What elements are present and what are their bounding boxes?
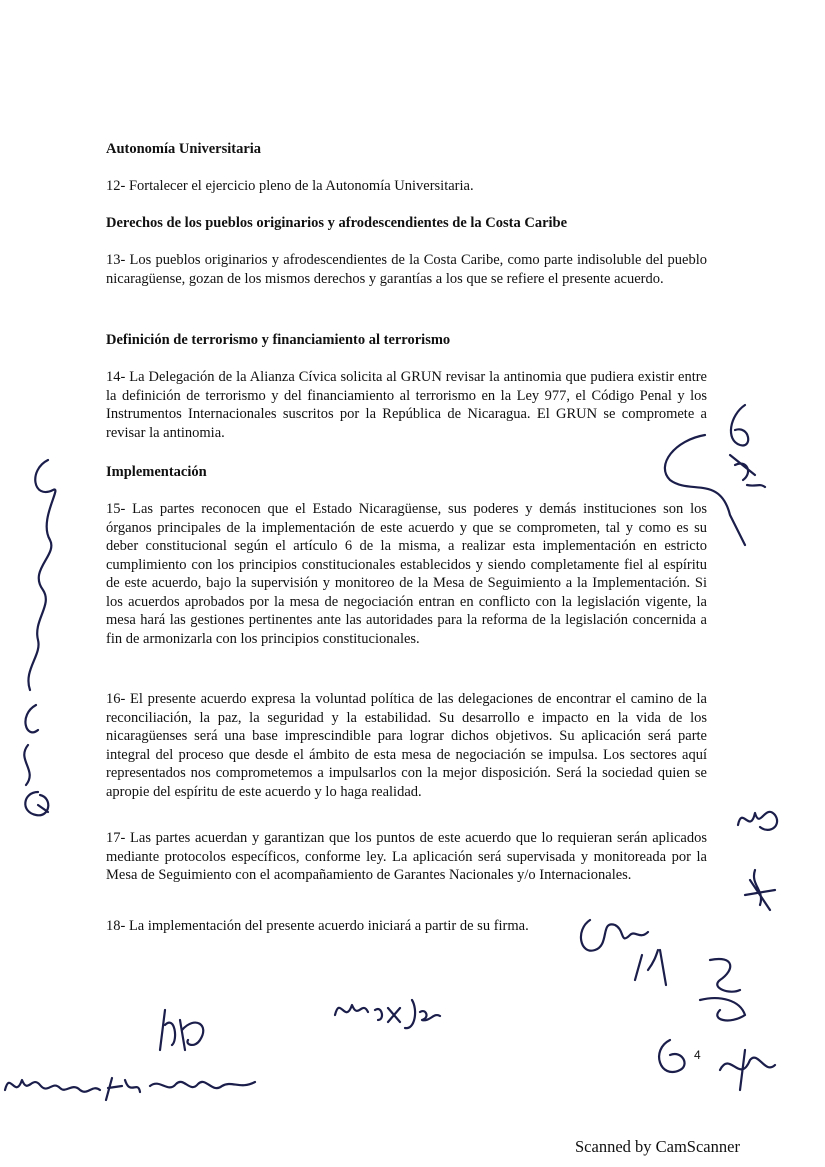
signature-left-vertical	[8, 440, 78, 820]
paragraph-text: 13- Los pueblos originarios y afrodescendientes de la Costa Caribe, como parte indisoluble del pueblo nicaragüense, gozan de los mismos derechos y garantías a los que se refiere el presente acuerdo.	[106, 252, 707, 287]
heading-terrorismo	[106, 331, 707, 350]
page-number: 4	[694, 1048, 701, 1062]
paragraph-13	[106, 251, 707, 288]
paragraph-17	[106, 829, 707, 885]
signature-max-jerez	[330, 990, 450, 1035]
paragraph-12	[106, 177, 707, 196]
heading-implementacion	[106, 463, 707, 482]
section-heading: Derechos de los pueblos originarios y afrodescendientes de la Costa Caribe	[106, 215, 568, 231]
scanner-watermark: Scanned by CamScanner	[575, 1137, 740, 1156]
paragraph-text: 14- La Delegación de la Alianza Cívica solicita al GRUN revisar la antinomia que pudiera existir entre la definición de terrorismo y del financiamiento al terrorismo en la Ley 977, el Código Penal y los Instrumentos Internacionales suscritos por la República de Nicaragua. El GRUN se compromete a revisar la antinomia.	[106, 369, 707, 441]
paragraph-14	[106, 368, 707, 442]
section-heading: Definición de terrorismo y financiamiento al terrorismo	[106, 332, 451, 348]
paragraph-text: 12- Fortalecer el ejercicio pleno de la Autonomía Universitaria.	[106, 178, 474, 194]
signature-bottom-left-mark	[150, 1000, 220, 1060]
signature-right-top	[635, 395, 775, 555]
paragraph-text: 16- El presente acuerdo expresa la voluntad política de las delegaciones de encontrar el camino de la reconciliación, la paz, la seguridad y la estabilidad. Su desarrollo e impacto en la vida de los nicaragüenses será una base imprescindible para lograr dichos objetivos. Su aplicación será parte integral del proceso que desde el ámbito de esta mesa de negociación se impulsa. Los sectores aquí representados nos comprometemos a impulsarlos con la mejor disposición. Será la sociedad quien se apropie del espíritu de este acuerdo y lo haga realidad.	[106, 691, 707, 800]
signature-bottom-left	[0, 1060, 270, 1110]
heading-autonomia	[106, 140, 707, 159]
heading-pueblos	[106, 214, 707, 233]
signature-right-bottom-cluster	[570, 900, 800, 1100]
paragraph-16	[106, 690, 707, 801]
paragraph-15	[106, 500, 707, 648]
paragraph-text: 17- Las partes acuerdan y garantizan que los puntos de este acuerdo que lo requieran serán aplicados mediante protocolos específicos, conforme ley. La aplicación será supervisada y monitoreada por la Mesa de Seguimiento con el acompañamiento de Garantes Nacionales y/o Internacionales.	[106, 830, 707, 883]
section-heading: Autonomía Universitaria	[106, 141, 262, 157]
paragraph-text: 18- La implementación del presente acuerdo iniciará a partir de su firma.	[106, 918, 529, 934]
paragraph-text: 15- Las partes reconocen que el Estado Nicaragüense, sus poderes y demás instituciones son los órganos principales de la implementación de este acuerdo y que se comprometen, tal y como es su deber constitucional según el artículo 6 de la misma, a realizar esta implementación en estricto cumplimiento con los principios constitucionales establecidos y siendo completamente fiel al espíritu de este acuerdo, bajo la supervisión y monitoreo de la Mesa de Seguimiento a la Implementación. Si los acuerdos aprobados por la mesa de negociación entran en conflicto con la legislación vigente, la mesa hará las gestiones pertinentes ante las autoridades para la reforma de la legislación concernida a fin de armonizarla con los principios constitucionales.	[106, 501, 707, 647]
section-heading: Implementación	[106, 464, 207, 480]
